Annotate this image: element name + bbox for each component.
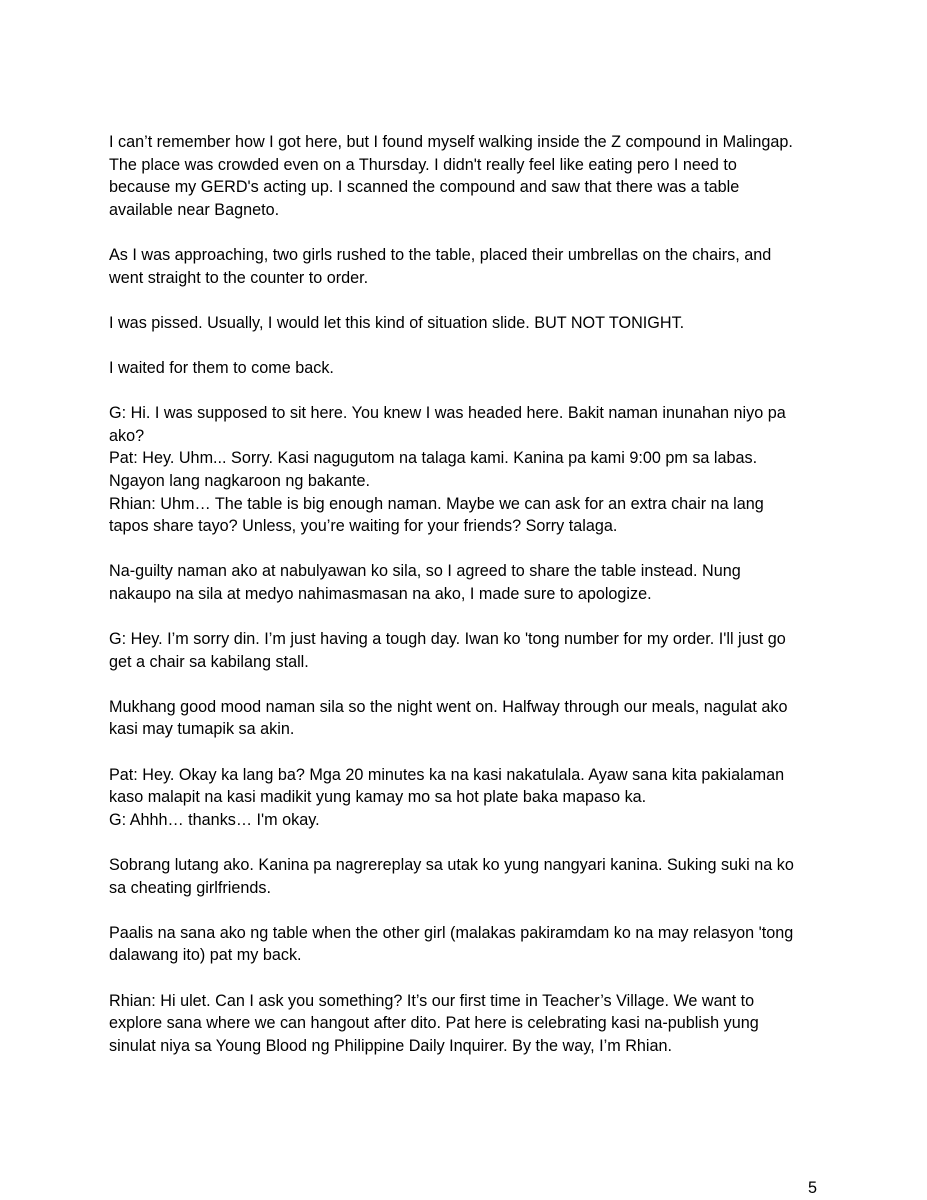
- paragraph: [109, 357, 829, 380]
- text-line: Pat: Hey. Uhm... Sorry. Kasi nagugutom na talaga kami. Kanina pa kami 9:00 pm sa labas.: [109, 449, 758, 468]
- text-line: I waited for them to come back.: [109, 358, 334, 377]
- paragraph: [109, 854, 829, 899]
- text-line: available near Bagneto.: [109, 200, 280, 219]
- paragraph: [109, 922, 829, 967]
- text-line: kaso malapit na kasi madikit yung kamay mo sa hot plate baka mapaso ka.: [109, 788, 647, 807]
- text-line: I was pissed. Usually, I would let this kind of situation slide. BUT NOT TONIGHT.: [109, 313, 685, 332]
- text-line: nakaupo na sila at medyo nahimasmasan na ako, I made sure to apologize.: [109, 584, 652, 603]
- text-line: As I was approaching, two girls rushed to the table, placed their umbrellas on the chairs, and: [109, 245, 772, 264]
- text-line: went straight to the counter to order.: [109, 268, 369, 287]
- text-line: Na-guilty naman ako at nabulyawan ko sila, so I agreed to share the table instead. Nung: [109, 562, 741, 581]
- paragraph: [109, 244, 829, 289]
- paragraph: [109, 764, 829, 832]
- text-line: Ngayon lang nagkaroon ng bakante.: [109, 471, 370, 490]
- text-line: dalawang ito) pat my back.: [109, 946, 302, 965]
- paragraph: [109, 560, 829, 605]
- text-line: Paalis na sana ako ng table when the other girl (malakas pakiramdam ko na may relasyon 'tong: [109, 923, 794, 942]
- paragraph: [109, 696, 829, 741]
- paragraph: [109, 131, 829, 221]
- text-line: Rhian: Uhm… The table is big enough naman. Maybe we can ask for an extra chair na lang: [109, 494, 764, 513]
- text-line: Sobrang lutang ako. Kanina pa nagrereplay sa utak ko yung nangyari kanina. Suking suki na ko: [109, 856, 794, 874]
- paragraph: [109, 312, 829, 335]
- text-line: G: Ahhh… thanks… I'm okay.: [109, 810, 320, 829]
- text-line: ako?: [109, 426, 145, 445]
- text-line: get a chair sa kabilang stall.: [109, 652, 309, 671]
- text-line: The place was crowded even on a Thursday. I didn't really feel like eating pero I need to: [109, 155, 737, 174]
- text-line: Pat: Hey. Okay ka lang ba? Mga 20 minutes ka na kasi nakatulala. Ayaw sana kita pakialaman: [109, 765, 785, 784]
- text-line: sa cheating girlfriends.: [109, 878, 271, 897]
- text-line: tapos share tayo? Unless, you’re waiting for your friends? Sorry talaga.: [109, 517, 618, 536]
- document-body: [109, 131, 829, 1080]
- paragraph: [109, 402, 829, 538]
- text-line: I can’t remember how I got here, but I found myself walking inside the Z compound in Malingap.: [109, 133, 793, 151]
- paragraph: [109, 628, 829, 673]
- text-line: G: Hey. I’m sorry din. I’m just having a tough day. Iwan ko 'tong number for my order. I'll just go: [109, 630, 786, 649]
- text-line: because my GERD's acting up. I scanned the compound and saw that there was a table: [109, 178, 740, 197]
- text-line: G: Hi. I was supposed to sit here. You knew I was headed here. Bakit naman inunahan niyo pa: [109, 404, 786, 423]
- text-line: Mukhang good mood naman sila so the night went on. Halfway through our meals, nagulat ako: [109, 697, 788, 716]
- text-line: Rhian: Hi ulet. Can I ask you something? It’s our first time in Teacher’s Village. We want to: [109, 991, 755, 1010]
- text-line: sinulat niya sa Young Blood ng Philippine Daily Inquirer. By the way, I’m Rhian.: [109, 1036, 672, 1055]
- paragraph: [109, 990, 829, 1058]
- text-line: explore sana where we can hangout after dito. Pat here is celebrating kasi na-publish yung: [109, 1014, 759, 1033]
- page-number: 5: [808, 1179, 818, 1197]
- text-line: kasi may tumapik sa akin.: [109, 720, 295, 739]
